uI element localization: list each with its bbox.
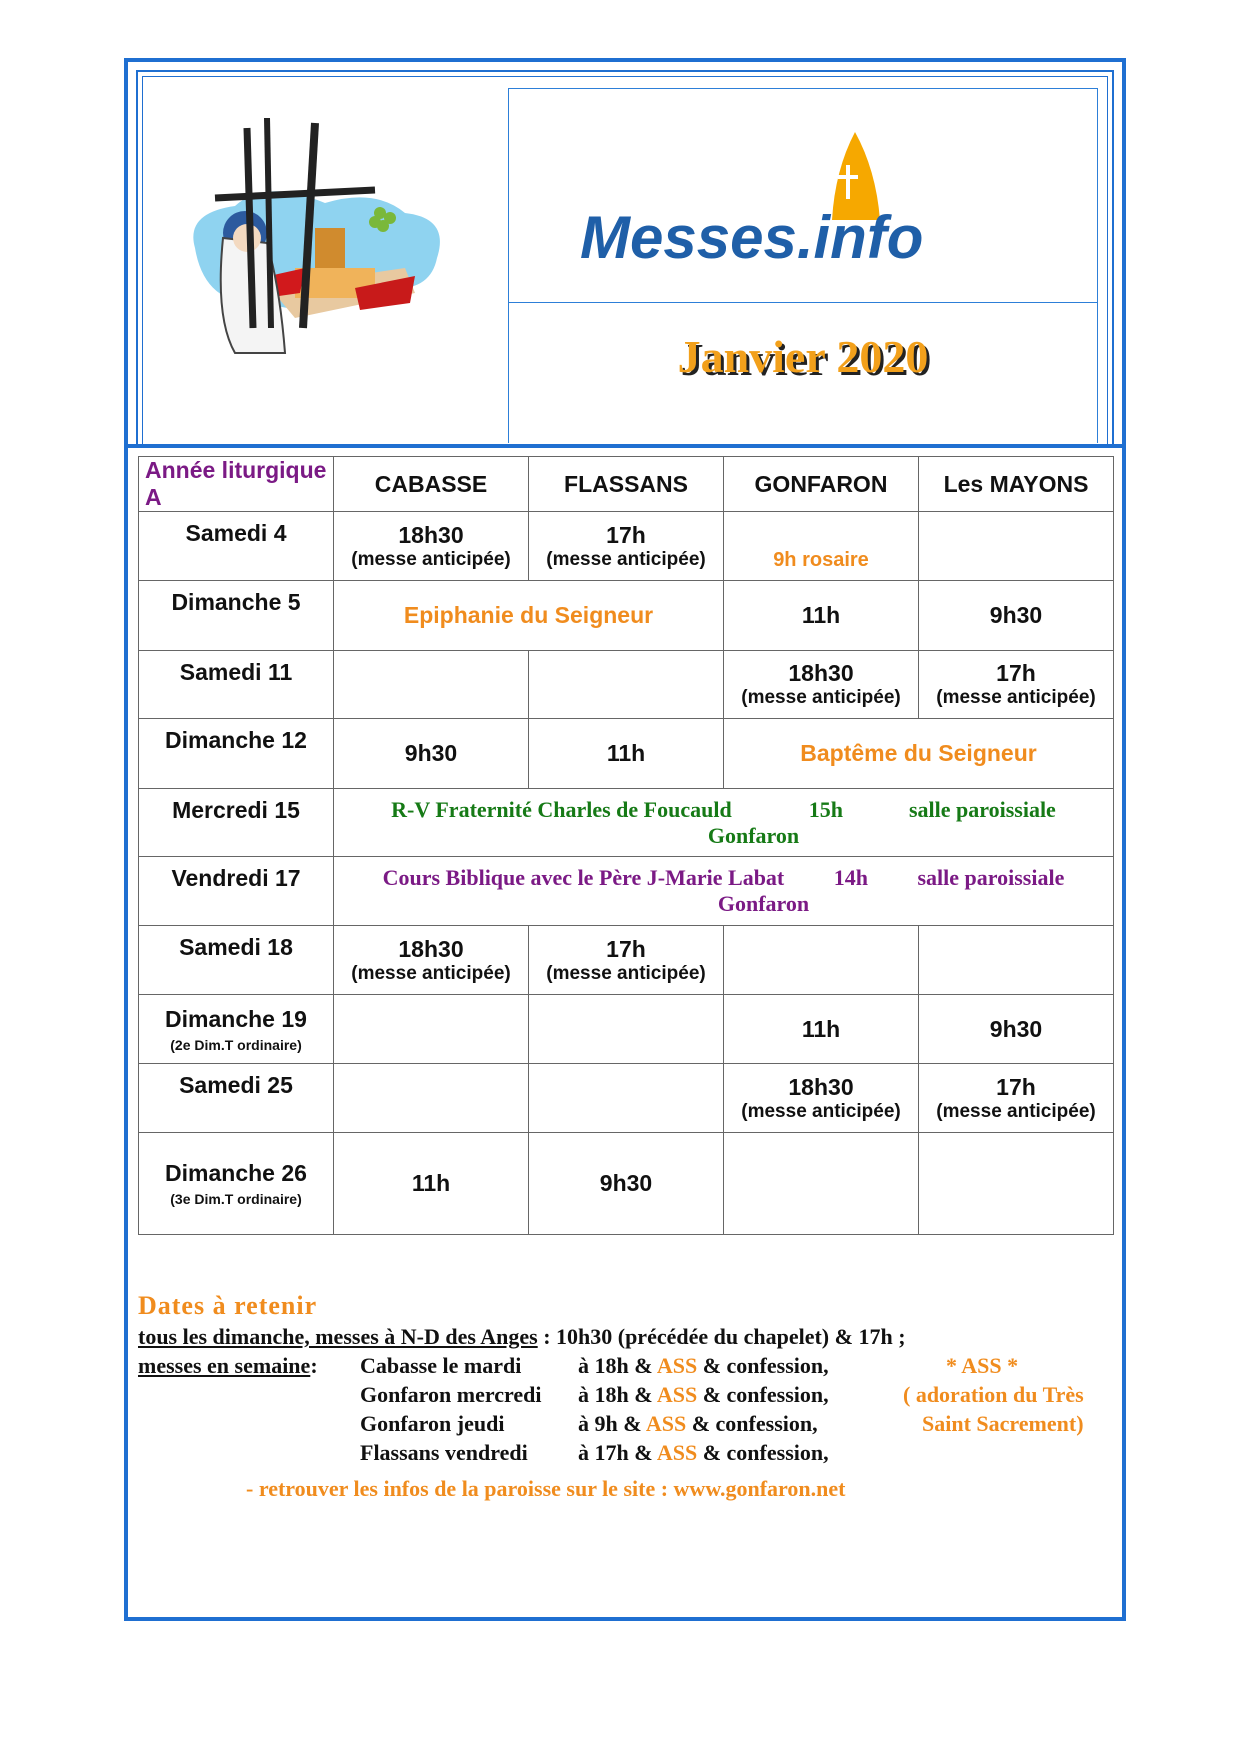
- empty-cell: [919, 1133, 1114, 1235]
- empty-cell: [529, 1064, 724, 1133]
- weekday-time: à 18h & ASS & confession,: [578, 1382, 829, 1407]
- empty-cell: [529, 651, 724, 719]
- weekday-label-line: [138, 1353, 318, 1379]
- weekday-place: Flassans vendredi: [360, 1440, 528, 1465]
- table-row: [139, 789, 1114, 857]
- event-line: Cours Biblique avec le Père J-Marie Labat 14h salle paroissiale: [382, 865, 1065, 890]
- table-row: [139, 651, 1114, 719]
- day-label: Samedi 25: [179, 1072, 293, 1098]
- day-sublabel: (3e Dim.T ordinaire): [170, 1191, 302, 1207]
- mass-time: 11h: [801, 602, 841, 628]
- mass-note: (messe anticipée): [936, 1100, 1096, 1122]
- event-line: Gonfaron: [707, 822, 800, 848]
- weekday-time: à 9h & ASS & confession,: [578, 1411, 818, 1436]
- mass-time: 17h: [996, 660, 1036, 686]
- empty-cell: [724, 926, 919, 995]
- mass-time: 9h30: [404, 740, 458, 766]
- empty-cell: [334, 995, 529, 1064]
- adoration-note: ( adoration du Très: [903, 1382, 1084, 1407]
- mass-time: 17h: [606, 935, 646, 962]
- mass-time: 18h30: [398, 935, 464, 962]
- adoration-note: * ASS *: [946, 1353, 1019, 1378]
- empty-cell: [334, 651, 529, 719]
- empty-cell: [919, 926, 1114, 995]
- mass-note: (messe anticipée): [741, 687, 901, 708]
- table-header-row: [139, 457, 1114, 512]
- day-label: Dimanche 12: [165, 727, 307, 753]
- day-label: Samedi 11: [179, 659, 293, 685]
- mass-note: (messe anticipée): [351, 962, 511, 984]
- event-line: Gonfaron: [717, 891, 810, 916]
- ass-label: ASS: [656, 1353, 698, 1378]
- table-row: [139, 512, 1114, 581]
- messes-info-logo: [580, 130, 1000, 280]
- ass-label: ASS: [645, 1411, 687, 1436]
- mass-time: 18h30: [788, 1073, 854, 1100]
- day-label: Vendredi 17: [171, 865, 301, 891]
- table-row: [139, 581, 1114, 651]
- month-title: Janvier 2020: [677, 331, 929, 382]
- day-label: Samedi 4: [185, 520, 287, 546]
- table-row: [139, 926, 1114, 995]
- mass-note: (messe anticipée): [936, 687, 1096, 708]
- empty-cell: [919, 512, 1114, 581]
- sunday-label: tous les dimanche, messes à N-D des Anges: [138, 1324, 538, 1349]
- column-header: FLASSANS: [529, 457, 724, 512]
- event-line: R-V Fraternité Charles de Foucauld 15h salle paroissiale: [391, 796, 1056, 822]
- day-label: Samedi 18: [179, 934, 293, 960]
- column-header: GONFARON: [724, 457, 919, 512]
- messes-logo-text: Messes.info: [580, 204, 924, 271]
- feast-note: Epiphanie du Seigneur: [403, 602, 654, 628]
- table-row: [139, 1064, 1114, 1133]
- mass-note: (messe anticipée): [546, 548, 706, 570]
- mass-time: 11h: [411, 1170, 451, 1196]
- empty-cell: [334, 1064, 529, 1133]
- header-divider: [124, 444, 1126, 448]
- ass-label: ASS: [656, 1440, 698, 1465]
- weekday-place: Gonfaron jeudi: [360, 1411, 505, 1436]
- weekday-label: messes en semaine: [138, 1353, 311, 1378]
- table-row: [139, 1133, 1114, 1235]
- sunday-masses-line: [138, 1324, 906, 1350]
- day-label: Dimanche 5: [171, 589, 301, 615]
- table-row: [139, 995, 1114, 1064]
- schedule-table: [138, 456, 1114, 1235]
- mass-note: (messe anticipée): [351, 548, 511, 570]
- rosary-note: 9h rosaire: [773, 549, 869, 571]
- mass-time: 17h: [996, 1073, 1036, 1100]
- weekday-time: à 18h & ASS & confession,: [578, 1353, 829, 1378]
- column-header: CABASSE: [334, 457, 529, 512]
- dates-title: Dates à retenir: [138, 1291, 318, 1320]
- weekday-time: à 17h & ASS & confession,: [578, 1440, 829, 1465]
- day-label: Dimanche 19: [165, 1005, 307, 1032]
- mass-time: 9h30: [989, 1015, 1043, 1042]
- mass-note: (messe anticipée): [546, 962, 706, 984]
- parish-logo-illustration: [175, 118, 455, 383]
- empty-cell: [529, 995, 724, 1064]
- mass-time: 18h30: [788, 660, 854, 686]
- mass-time: 9h30: [599, 1170, 653, 1196]
- adoration-note: Saint Sacrement): [922, 1411, 1084, 1436]
- day-sublabel: (2e Dim.T ordinaire): [170, 1036, 302, 1053]
- mass-time: 9h30: [989, 602, 1043, 628]
- empty-cell: [724, 1133, 919, 1235]
- mass-time: 17h: [606, 521, 646, 548]
- liturgical-year-label: Année liturgique A: [139, 457, 334, 512]
- mass-time: 11h: [801, 1015, 841, 1042]
- sunday-text: : 10h30 (précédée du chapelet) & 17h ;: [537, 1324, 906, 1349]
- mass-time: 18h30: [398, 521, 464, 548]
- column-header: Les MAYONS: [919, 457, 1114, 512]
- weekday-place: Cabasse le mardi: [360, 1353, 522, 1378]
- day-label: Mercredi 15: [172, 797, 300, 823]
- table-row: [139, 719, 1114, 789]
- day-label: Dimanche 26: [165, 1160, 307, 1186]
- website-line[interactable]: - retrouver les infos de la paroisse sur le site : www.gonfaron.net: [246, 1476, 846, 1501]
- table-row: [139, 857, 1114, 926]
- weekday-colon: :: [310, 1353, 318, 1378]
- weekday-place: Gonfaron mercredi: [360, 1382, 542, 1407]
- ass-label: ASS: [656, 1382, 698, 1407]
- mass-time: 11h: [606, 740, 646, 766]
- feast-note: Baptême du Seigneur: [800, 740, 1037, 766]
- mass-note: (messe anticipée): [741, 1100, 901, 1122]
